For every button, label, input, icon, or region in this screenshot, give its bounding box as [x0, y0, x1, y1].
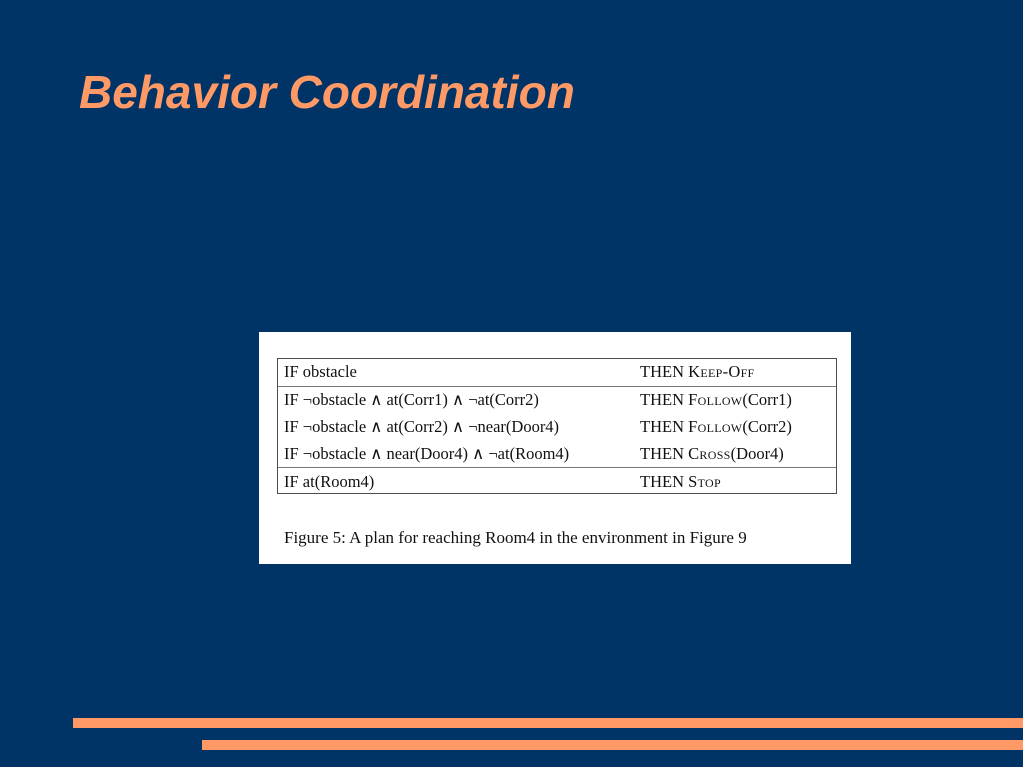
rule-action: THEN Keep-Off: [640, 362, 755, 382]
behavior-name: Follow: [688, 390, 743, 410]
rule-row: [278, 359, 836, 387]
rule-row: [278, 467, 836, 495]
decorative-bar-lower: [202, 740, 1023, 750]
rule-row: [278, 414, 836, 441]
decorative-bar-upper: [73, 718, 1023, 728]
plan-rules-table: [277, 358, 837, 494]
rule-action: THEN Follow(Corr1): [640, 390, 792, 410]
rule-row: [278, 440, 836, 467]
rule-condition: IF ¬obstacle ∧ at(Corr1) ∧ ¬at(Corr2): [284, 390, 539, 410]
figure-caption: Figure 5: A plan for reaching Room4 in the environment in Figure 9: [284, 528, 747, 547]
behavior-name: Keep-Off: [688, 362, 755, 382]
rule-action: THEN Stop: [640, 471, 721, 491]
rule-condition: IF ¬obstacle ∧ near(Door4) ∧ ¬at(Room4): [284, 443, 570, 463]
rule-condition: IF obstacle: [284, 362, 357, 382]
behavior-name: Stop: [688, 471, 721, 491]
rule-action: THEN Cross(Door4): [640, 443, 784, 463]
rule-condition: IF ¬obstacle ∧ at(Corr2) ∧ ¬near(Door4): [284, 416, 560, 436]
slide-title: Behavior Coordination: [79, 66, 575, 118]
rule-row: [278, 387, 836, 414]
figure-panel: [259, 332, 851, 564]
rule-action: THEN Follow(Corr2): [640, 416, 792, 436]
behavior-name: Follow: [688, 416, 743, 436]
rule-condition: IF at(Room4): [284, 471, 375, 491]
behavior-name: Cross: [688, 443, 731, 463]
